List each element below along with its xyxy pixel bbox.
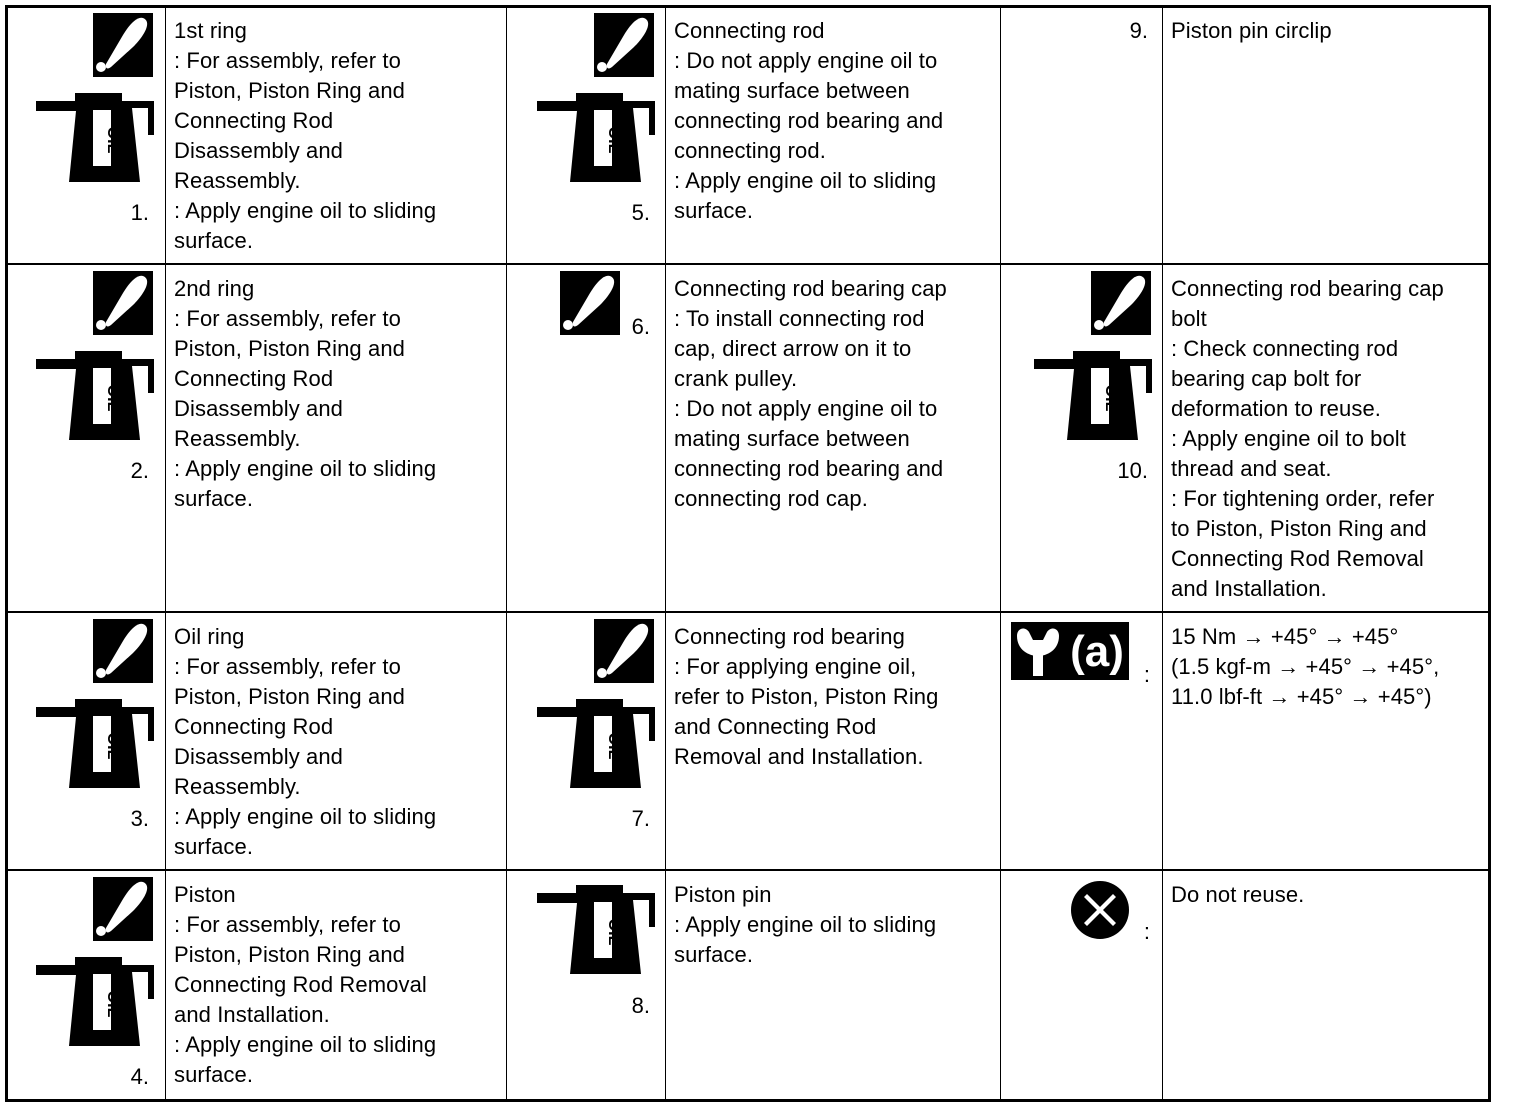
item-number: 10. <box>1117 458 1148 483</box>
svg-text:(a): (a) <box>1070 627 1124 676</box>
item-description: Oil ring : For assembly, refer to Piston, Piston Ring and Connecting Rod Disassembly and Reassembly. : Apply engine oil to sliding surface. <box>174 624 437 859</box>
item-description: Piston : For assembly, refer to Piston, Piston Ring and Connecting Rod Removal and Installation. : Apply engine oil to sliding surface. <box>174 882 437 1087</box>
oil-can-icon <box>1034 346 1152 443</box>
column-divider <box>1000 8 1001 1099</box>
caution-icon <box>93 13 153 77</box>
row-divider <box>8 263 1488 265</box>
item-number: 4. <box>130 1064 149 1089</box>
item-description: Connecting rod bearing cap bolt : Check connecting rod bearing cap bolt for deformation to reuse. : Apply engine oil to bolt thread and seat. : For tightening order, refer to Piston, Piston Ring and Connecting Rod Removal and Installation. <box>1171 276 1444 601</box>
item-number: 9. <box>1129 18 1148 43</box>
svg-text:OIL: OIL <box>1102 384 1119 412</box>
item-description: 15 Nm → +45° → +45° (1.5 kgf-m → +45° → +45°, 11.0 lbf-ft → +45° → +45°) <box>1171 624 1440 709</box>
item-description: Connecting rod : Do not apply engine oil to mating surface between connecting rod bearing and connecting rod. : Apply engine oil to sliding surface. <box>674 18 944 223</box>
item-description: Connecting rod bearing : For applying engine oil, refer to Piston, Piston Ring and Connecting Rod Removal and Installation. <box>674 624 939 769</box>
item-number: 8. <box>631 993 650 1018</box>
item-number: 5. <box>631 200 650 225</box>
svg-text:OIL: OIL <box>605 126 622 154</box>
oil-can-icon <box>36 346 154 443</box>
svg-text:OIL: OIL <box>605 732 622 760</box>
item-description: Do not reuse. <box>1171 882 1305 907</box>
caution-icon <box>93 877 153 941</box>
item-number: 1. <box>130 200 149 225</box>
torque-wrench-icon <box>1011 622 1129 680</box>
oil-can-icon <box>36 694 154 791</box>
item-number: : <box>1143 662 1150 687</box>
column-divider <box>506 8 507 1099</box>
caution-icon <box>1091 271 1151 335</box>
svg-text:OIL: OIL <box>605 918 622 946</box>
item-number: 7. <box>631 806 650 831</box>
svg-text:OIL: OIL <box>104 126 121 154</box>
svg-text:OIL: OIL <box>104 384 121 412</box>
oil-can-icon <box>537 694 655 791</box>
item-description: Connecting rod bearing cap : To install connecting rod cap, direct arrow on it to crank pulley. : Do not apply engine oil to mating surface between connecting rod bearing and connecting rod cap. <box>674 276 947 511</box>
item-description: Piston pin circlip <box>1171 18 1332 43</box>
svg-text:OIL: OIL <box>104 732 121 760</box>
row-divider <box>8 611 1488 613</box>
item-number: 3. <box>130 806 149 831</box>
caution-icon <box>93 619 153 683</box>
column-divider <box>1162 8 1163 1099</box>
svg-text:OIL: OIL <box>104 990 121 1018</box>
oil-can-icon <box>36 952 154 1049</box>
row-divider <box>8 869 1488 871</box>
item-description: 2nd ring : For assembly, refer to Piston, Piston Ring and Connecting Rod Disassembly and Reassembly. : Apply engine oil to sliding surface. <box>174 276 437 511</box>
item-number: : <box>1143 919 1150 944</box>
oil-can-icon <box>36 88 154 185</box>
column-divider <box>665 8 666 1099</box>
item-number: 2. <box>130 458 149 483</box>
oil-can-icon <box>537 88 655 185</box>
caution-icon <box>594 619 654 683</box>
item-description: 1st ring : For assembly, refer to Piston, Piston Ring and Connecting Rod Disassembly and Reassembly. : Apply engine oil to sliding surface. <box>174 18 437 253</box>
item-number: 6. <box>631 314 650 339</box>
oil-can-icon <box>537 880 655 977</box>
caution-icon <box>93 271 153 335</box>
caution-icon <box>594 13 654 77</box>
item-description: Piston pin : Apply engine oil to sliding surface. <box>674 882 937 967</box>
column-divider <box>165 8 166 1099</box>
